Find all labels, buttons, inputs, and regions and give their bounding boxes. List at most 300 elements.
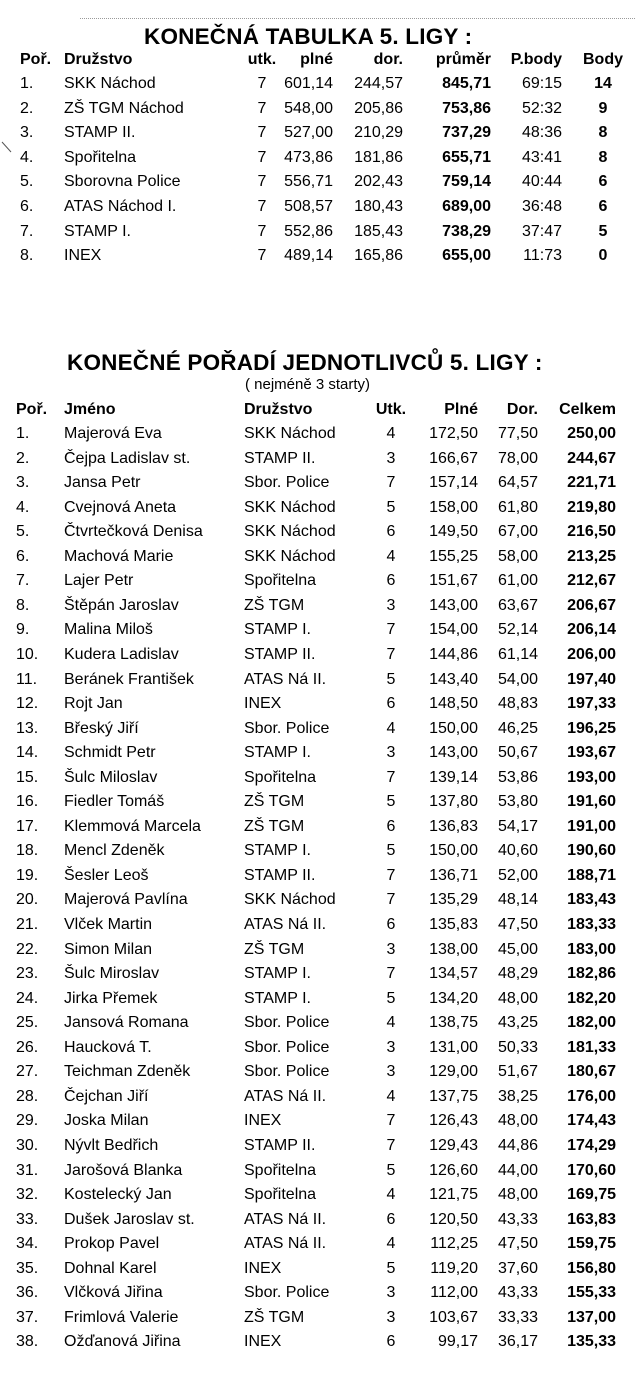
cell-full: 527,00 xyxy=(284,124,333,142)
cell-team: SKK Náchod xyxy=(244,523,336,541)
header-matches: Utk. xyxy=(375,401,407,418)
cell-full: 135,29 xyxy=(429,891,478,909)
cell-matches: 6 xyxy=(386,916,396,933)
cell-points-ratio: 48:36 xyxy=(521,124,562,142)
cell-rank: 16. xyxy=(16,793,39,811)
individual-table-row xyxy=(0,864,640,888)
individual-table-row xyxy=(0,987,640,1011)
cell-name: Kudera Ladislav xyxy=(64,645,179,663)
cell-total: 182,20 xyxy=(567,989,616,1007)
cell-rank: 7. xyxy=(16,572,30,590)
cell-team: STAMP I. xyxy=(64,222,131,240)
cell-total: 191,60 xyxy=(567,793,616,811)
cell-matches: 7 xyxy=(386,474,396,492)
cell-clear: 43,25 xyxy=(497,1014,538,1032)
cell-total: 169,75 xyxy=(567,1186,616,1204)
individual-table-subtitle: ( nejméně 3 starty) xyxy=(245,376,371,393)
cell-matches: 5 xyxy=(386,498,396,516)
individual-table-row xyxy=(0,717,640,741)
cell-full: 601,14 xyxy=(284,75,333,92)
cell-rank: 28. xyxy=(16,1087,39,1105)
cell-name: Čejchan Jiří xyxy=(64,1087,149,1105)
cell-name: Dohnal Karel xyxy=(64,1259,157,1277)
cell-matches: 7 xyxy=(257,99,267,117)
cell-clear: 44,00 xyxy=(497,1161,538,1179)
cell-clear: 48,00 xyxy=(497,989,538,1007)
individual-table-row xyxy=(0,471,640,495)
cell-rank: 6. xyxy=(16,547,30,565)
cell-rank: 24. xyxy=(16,989,39,1007)
cell-team: STAMP II. xyxy=(244,1136,316,1154)
cell-team: SKK Náchod xyxy=(244,498,336,516)
cell-full: 138,75 xyxy=(429,1014,478,1032)
cell-name: Štěpán Jaroslav xyxy=(64,596,179,614)
cell-full: 155,25 xyxy=(429,547,478,565)
cell-full: 129,00 xyxy=(429,1063,478,1081)
cell-team: ATAS Ná II. xyxy=(244,1235,327,1253)
individual-table-row xyxy=(0,496,640,520)
individual-table-title: KONEČNÉ POŘADÍ JEDNOTLIVCŮ 5. LIGY : xyxy=(67,350,543,375)
cell-full: 126,43 xyxy=(429,1112,478,1130)
cell-matches: 5 xyxy=(386,1161,396,1179)
cell-clear: 33,33 xyxy=(497,1308,538,1326)
cell-matches: 3 xyxy=(386,940,396,958)
cell-team: SKK Náchod xyxy=(244,425,336,442)
cell-rank: 2. xyxy=(16,449,30,467)
cell-full: 473,86 xyxy=(284,148,333,166)
cell-team: Spořitelna xyxy=(244,572,317,590)
cell-name: Lajer Petr xyxy=(64,572,134,590)
cell-team: STAMP I. xyxy=(244,842,311,860)
cell-full: 149,50 xyxy=(429,523,478,541)
cell-team: ZŠ TGM Náchod xyxy=(64,99,184,117)
cell-rank: 15. xyxy=(16,768,39,786)
individual-table-row xyxy=(0,668,640,692)
cell-name: Šulc Miroslav xyxy=(64,965,160,983)
cell-rank: 30. xyxy=(16,1136,39,1154)
cell-total: 182,00 xyxy=(567,1014,616,1032)
cell-clear: 47,50 xyxy=(497,1235,538,1253)
cell-points-ratio: 52:32 xyxy=(521,99,562,117)
individual-table-row xyxy=(0,569,640,593)
league-table-row xyxy=(0,220,640,244)
cell-total: 216,50 xyxy=(567,523,616,541)
cell-rank: 18. xyxy=(16,842,39,860)
cell-team: Sbor. Police xyxy=(244,1014,330,1032)
cell-name: Haucková T. xyxy=(64,1038,152,1056)
cell-name: Kostelecký Jan xyxy=(64,1186,172,1204)
cell-full: 143,40 xyxy=(429,670,478,688)
league-table-row xyxy=(0,170,640,194)
cell-full: 548,00 xyxy=(284,99,333,117)
individual-table-row xyxy=(0,1109,640,1133)
cell-rank: 21. xyxy=(16,916,39,933)
header-rank: Poř. xyxy=(16,401,48,418)
cell-rank: 5. xyxy=(16,523,30,541)
cell-name: Joska Milan xyxy=(64,1112,149,1130)
cell-total: 244,67 xyxy=(567,449,616,467)
cell-matches: 4 xyxy=(386,719,396,737)
cell-rank: 6. xyxy=(20,198,34,215)
header-name: Jméno xyxy=(64,401,116,418)
header-points-ratio: P.body xyxy=(510,51,562,68)
cell-team: INEX xyxy=(244,1112,282,1130)
cell-rank: 9. xyxy=(16,621,30,639)
league-table-row xyxy=(0,97,640,121)
cell-team: STAMP I. xyxy=(244,744,311,762)
individual-table-header-row xyxy=(0,398,640,422)
league-table-row xyxy=(0,244,640,268)
cell-points: 8 xyxy=(598,124,608,142)
cell-points: 5 xyxy=(598,222,608,240)
cell-team: STAMP I. xyxy=(244,965,311,983)
cell-team: Spořitelna xyxy=(244,1161,317,1179)
cell-points: 14 xyxy=(594,75,612,92)
cell-clear: 165,86 xyxy=(354,247,403,265)
cell-matches: 5 xyxy=(386,1259,396,1277)
cell-name: Cvejnová Aneta xyxy=(64,498,177,516)
cell-full: 556,71 xyxy=(284,173,333,191)
cell-rank: 3. xyxy=(16,474,30,492)
cell-name: Nývlt Bedřich xyxy=(64,1136,159,1154)
cell-name: Frimlová Valerie xyxy=(64,1308,179,1326)
individual-table-row xyxy=(0,741,640,765)
cell-total: 213,25 xyxy=(567,547,616,565)
cell-rank: 2. xyxy=(20,99,34,117)
cell-clear: 210,29 xyxy=(354,124,403,142)
individual-table-row xyxy=(0,938,640,962)
individual-table-row xyxy=(0,1011,640,1035)
cell-total: 183,43 xyxy=(567,891,616,909)
cell-rank: 3. xyxy=(20,124,34,142)
cell-average: 738,29 xyxy=(442,222,491,240)
cell-total: 250,00 xyxy=(567,425,616,442)
cell-team: Sbor. Police xyxy=(244,1284,330,1302)
league-table-row xyxy=(0,146,640,170)
league-table-header-row xyxy=(0,48,640,72)
cell-rank: 1. xyxy=(16,425,30,442)
cell-total: 174,43 xyxy=(567,1112,616,1130)
cell-team: INEX xyxy=(244,1259,282,1277)
cell-rank: 11. xyxy=(16,670,38,688)
cell-name: Teichman Zdeněk xyxy=(64,1063,191,1081)
cell-clear: 205,86 xyxy=(354,99,403,117)
cell-full: 138,00 xyxy=(429,940,478,958)
cell-matches: 7 xyxy=(257,222,267,240)
cell-team: STAMP II. xyxy=(244,645,316,663)
cell-matches: 6 xyxy=(386,1210,396,1228)
cell-name: Majerová Pavlína xyxy=(64,891,188,909)
cell-name: Beránek František xyxy=(64,670,194,688)
cell-rank: 17. xyxy=(16,817,39,835)
cell-matches: 7 xyxy=(257,173,267,191)
cell-clear: 58,00 xyxy=(497,547,538,565)
cell-clear: 64,57 xyxy=(497,474,538,492)
cell-total: 221,71 xyxy=(567,474,616,492)
cell-matches: 4 xyxy=(386,1087,396,1105)
cell-average: 655,71 xyxy=(442,148,491,166)
individual-table-row xyxy=(0,1208,640,1232)
cell-name: Čejpa Ladislav st. xyxy=(64,449,191,467)
cell-rank: 25. xyxy=(16,1014,39,1032)
cell-team: ZŠ TGM xyxy=(244,940,305,958)
cell-average: 753,86 xyxy=(442,99,491,117)
cell-matches: 3 xyxy=(386,1063,396,1081)
cell-full: 99,17 xyxy=(437,1333,478,1351)
cell-total: 193,67 xyxy=(567,744,616,762)
individual-table-row xyxy=(0,545,640,569)
cell-full: 150,00 xyxy=(429,719,478,737)
cell-matches: 7 xyxy=(257,124,267,142)
header-matches: utk. xyxy=(247,51,277,68)
cell-matches: 7 xyxy=(386,1136,396,1154)
cell-matches: 7 xyxy=(257,198,267,215)
cell-team: SKK Náchod xyxy=(244,891,336,909)
cell-name: Malina Miloš xyxy=(64,621,153,639)
cell-name: Šulc Miloslav xyxy=(64,768,158,786)
cell-full: 126,60 xyxy=(429,1161,478,1179)
individual-table-row xyxy=(0,1085,640,1109)
cell-matches: 6 xyxy=(386,817,396,835)
cell-rank: 29. xyxy=(16,1112,39,1130)
cell-rank: 38. xyxy=(16,1333,39,1351)
cell-total: 174,29 xyxy=(567,1136,616,1154)
cell-full: 139,14 xyxy=(429,768,478,786)
cell-team: ATAS Ná II. xyxy=(244,916,327,933)
individual-table-row xyxy=(0,1232,640,1256)
cell-full: 131,00 xyxy=(429,1038,478,1056)
cell-clear: 67,00 xyxy=(497,523,538,541)
cell-name: Břeský Jiří xyxy=(64,719,139,737)
cell-clear: 37,60 xyxy=(497,1259,538,1277)
individual-table-row xyxy=(0,1183,640,1207)
cell-clear: 50,33 xyxy=(497,1038,538,1056)
individual-table-row xyxy=(0,520,640,544)
cell-matches: 3 xyxy=(386,449,396,467)
cell-full: 150,00 xyxy=(429,842,478,860)
cell-points: 6 xyxy=(598,198,608,215)
individual-table-row xyxy=(0,1060,640,1084)
cell-clear: 48,29 xyxy=(497,965,538,983)
cell-team: ATAS Ná II. xyxy=(244,670,327,688)
cell-matches: 5 xyxy=(386,842,396,860)
cell-points: 0 xyxy=(598,247,608,265)
cell-name: Fiedler Tomáš xyxy=(64,793,165,811)
cell-full: 121,75 xyxy=(429,1186,478,1204)
cell-full: 136,71 xyxy=(429,866,478,884)
cell-clear: 45,00 xyxy=(497,940,538,958)
cell-team: Spořitelna xyxy=(64,148,137,166)
cell-rank: 5. xyxy=(20,173,34,191)
cell-name: Schmidt Petr xyxy=(64,744,156,762)
individual-table-row xyxy=(0,1257,640,1281)
cell-matches: 3 xyxy=(386,596,396,614)
league-table-title: KONEČNÁ TABULKA 5. LIGY : xyxy=(144,24,473,49)
cell-clear: 54,17 xyxy=(497,817,538,835)
individual-table-row xyxy=(0,643,640,667)
header-team: Družstvo xyxy=(64,51,133,68)
cell-clear: 38,25 xyxy=(497,1087,538,1105)
cell-total: 193,00 xyxy=(567,768,616,786)
header-average: průměr xyxy=(435,51,491,68)
cell-matches: 7 xyxy=(257,247,267,265)
cell-full: 154,00 xyxy=(429,621,478,639)
cell-clear: 48,00 xyxy=(497,1112,538,1130)
cell-full: 103,67 xyxy=(429,1308,478,1326)
cell-matches: 4 xyxy=(386,547,396,565)
cell-average: 689,00 xyxy=(442,198,491,215)
cell-matches: 4 xyxy=(386,1014,396,1032)
cell-clear: 53,80 xyxy=(497,793,538,811)
cell-matches: 7 xyxy=(386,621,396,639)
cell-clear: 52,00 xyxy=(497,866,538,884)
header-total: Celkem xyxy=(559,401,616,418)
cell-team: INEX xyxy=(244,695,282,713)
header-points: Body xyxy=(583,51,623,68)
cell-total: 206,14 xyxy=(567,621,616,639)
cell-team: SKK Náchod xyxy=(64,75,156,92)
cell-full: 119,20 xyxy=(430,1259,478,1277)
cell-team: ATAS Ná II. xyxy=(244,1087,327,1105)
cell-full: 151,67 xyxy=(429,572,478,590)
cell-rank: 27. xyxy=(16,1063,39,1081)
cell-team: STAMP II. xyxy=(244,866,316,884)
cell-name: Mencl Zdeněk xyxy=(64,842,165,860)
cell-total: 182,86 xyxy=(567,965,616,983)
cell-team: Spořitelna xyxy=(244,768,317,786)
cell-total: 137,00 xyxy=(567,1308,616,1326)
cell-team: Sbor. Police xyxy=(244,474,330,492)
individual-table-row xyxy=(0,1134,640,1158)
league-table-row xyxy=(0,121,640,145)
header-full: plné xyxy=(300,51,333,68)
cell-full: 552,86 xyxy=(284,222,333,240)
cell-rank: 22. xyxy=(16,940,39,958)
cell-clear: 44,86 xyxy=(497,1136,538,1154)
cell-full: 134,57 xyxy=(429,965,478,983)
cell-clear: 48,00 xyxy=(497,1186,538,1204)
cell-matches: 3 xyxy=(386,1284,396,1302)
cell-rank: 26. xyxy=(16,1038,39,1056)
cell-clear: 40,60 xyxy=(497,842,538,860)
cell-total: 155,33 xyxy=(567,1284,616,1302)
cell-name: Simon Milan xyxy=(64,940,153,958)
cell-total: 196,25 xyxy=(567,719,616,737)
cell-full: 144,86 xyxy=(429,645,478,663)
cell-full: 158,00 xyxy=(429,498,478,516)
individual-table-row xyxy=(0,839,640,863)
cell-rank: 4. xyxy=(16,498,30,516)
cell-clear: 61,80 xyxy=(497,498,538,516)
cell-full: 112,00 xyxy=(430,1284,478,1302)
cell-rank: 8. xyxy=(20,247,34,265)
cell-clear: 181,86 xyxy=(354,148,403,166)
cell-full: 157,14 xyxy=(429,474,478,492)
cell-clear: 61,00 xyxy=(497,572,538,590)
cell-total: 191,00 xyxy=(567,817,616,835)
league-table-row xyxy=(0,195,640,219)
cell-matches: 3 xyxy=(386,1038,396,1056)
individual-table-row xyxy=(0,888,640,912)
individual-table-row xyxy=(0,618,640,642)
cell-total: 180,67 xyxy=(567,1063,616,1081)
cell-full: 135,83 xyxy=(429,916,478,933)
cell-team: STAMP I. xyxy=(244,989,311,1007)
cell-matches: 7 xyxy=(257,75,267,92)
cell-name: Čtvrtečková Denisa xyxy=(64,523,203,541)
individual-table-row xyxy=(0,1330,640,1354)
cell-total: 190,60 xyxy=(567,842,616,860)
cell-full: 172,50 xyxy=(429,425,478,442)
individual-table-row xyxy=(0,1306,640,1330)
cell-team: ATAS Ná II. xyxy=(244,1210,327,1228)
cell-name: Vlček Martin xyxy=(64,916,153,933)
individual-table-row xyxy=(0,766,640,790)
cell-full: 120,50 xyxy=(429,1210,478,1228)
cell-team: INEX xyxy=(64,247,102,265)
cell-points-ratio: 40:44 xyxy=(521,173,562,191)
cell-full: 112,25 xyxy=(430,1235,478,1253)
cell-clear: 36,17 xyxy=(497,1333,538,1351)
cell-name: Klemmová Marcela xyxy=(64,817,201,835)
cell-clear: 43,33 xyxy=(497,1210,538,1228)
cell-total: 183,00 xyxy=(567,940,616,958)
cell-full: 148,50 xyxy=(429,695,478,713)
cell-clear: 48,14 xyxy=(497,891,538,909)
cell-team: ZŠ TGM xyxy=(244,793,305,811)
individual-table-row xyxy=(0,692,640,716)
cell-full: 129,43 xyxy=(429,1136,478,1154)
individual-table-row xyxy=(0,447,640,471)
cell-full: 508,57 xyxy=(284,198,333,215)
cell-rank: 14. xyxy=(16,744,39,762)
cell-rank: 23. xyxy=(16,965,39,983)
cell-points-ratio: 11:73 xyxy=(523,247,562,265)
cell-clear: 52,14 xyxy=(497,621,538,639)
cell-points-ratio: 37:47 xyxy=(521,222,562,240)
cell-total: 212,67 xyxy=(567,572,616,590)
cell-full: 166,67 xyxy=(429,449,478,467)
cell-matches: 3 xyxy=(386,744,396,762)
cell-clear: 63,67 xyxy=(497,596,538,614)
cell-matches: 7 xyxy=(386,768,396,786)
cell-rank: 4. xyxy=(20,148,34,166)
cell-points-ratio: 69:15 xyxy=(521,75,562,92)
cell-name: Rojt Jan xyxy=(64,695,123,713)
cell-full: 143,00 xyxy=(429,596,478,614)
individual-table-row xyxy=(0,790,640,814)
cell-points-ratio: 43:41 xyxy=(521,148,562,166)
cell-matches: 7 xyxy=(386,891,396,909)
cell-team: STAMP II. xyxy=(64,124,136,142)
cell-total: 188,71 xyxy=(567,866,616,884)
cell-full: 137,80 xyxy=(429,793,478,811)
cell-matches: 5 xyxy=(386,793,396,811)
cell-team: ZŠ TGM xyxy=(244,817,305,835)
cell-clear: 77,50 xyxy=(497,425,538,442)
cell-clear: 61,14 xyxy=(497,645,538,663)
cell-points-ratio: 36:48 xyxy=(521,198,562,215)
cell-matches: 7 xyxy=(386,645,396,663)
individual-table-row xyxy=(0,1281,640,1305)
individual-table-row xyxy=(0,1036,640,1060)
cell-full: 136,83 xyxy=(429,817,478,835)
cell-name: Dušek Jaroslav st. xyxy=(64,1210,195,1228)
cell-team: SKK Náchod xyxy=(244,547,336,565)
cell-full: 134,20 xyxy=(429,989,478,1007)
cell-team: ZŠ TGM xyxy=(244,1308,305,1326)
cell-matches: 7 xyxy=(386,1112,396,1130)
